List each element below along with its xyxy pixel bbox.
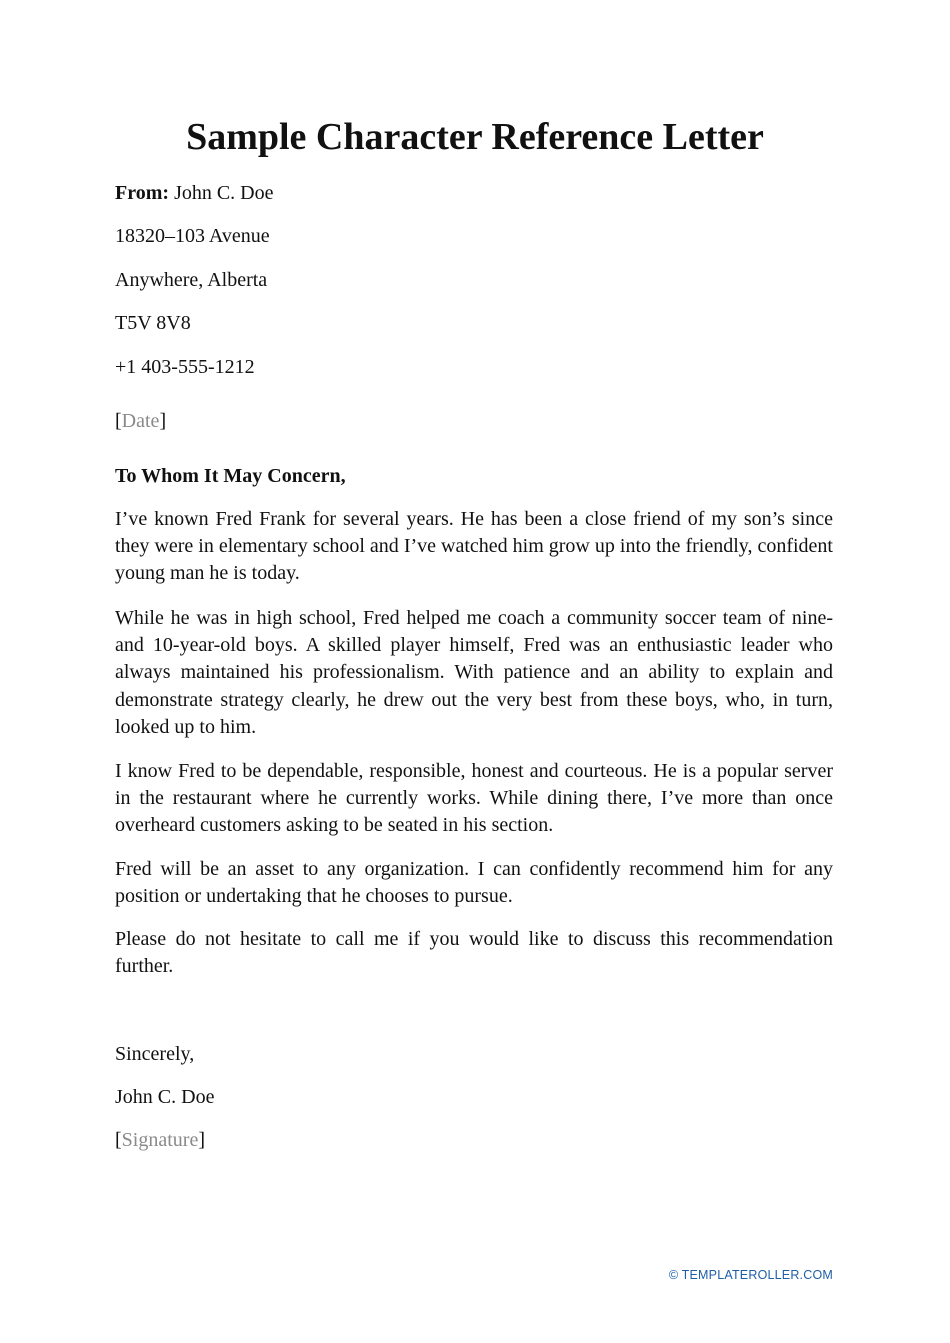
signer-name: John C. Doe [115, 1086, 215, 1108]
valediction: Sincerely, [115, 1043, 195, 1065]
body-paragraph-4: Fred will be an asset to any organization. I can confidently recommend him for any position or undertaking that he chooses to pursue. [115, 858, 833, 908]
body-paragraph-2: While he was in high school, Fred helped me coach a community soccer team of nine- and 10-year-old boys. A skilled player himself, Fred was an enthusiastic leader who always maintained his professionalism. With patience and an ability to explain and demonstrate strategy clearly, he drew out the very best from these boys, who, in turn, looked up to him. [115, 607, 833, 738]
body-paragraph-3: I know Fred to be dependable, responsible, honest and courteous. He is a popular server in the restaurant where he currently works. While dining there, I’ve more than once overheard customers asking to be seated in his section. [115, 760, 833, 837]
page-title: Sample Character Reference Letter [186, 116, 764, 158]
signature-close-bracket: ] [198, 1129, 205, 1151]
date-close-bracket: ] [159, 410, 167, 432]
date-placeholder: Date [121, 410, 160, 432]
body-paragraph-1: I’ve known Fred Frank for several years. He has been a close friend of my son’s since they were in elementary school and I’ve watched him grow up into the friendly, confident young man he is today. [115, 508, 833, 585]
date-field [115, 408, 166, 435]
body-paragraph-5: Please do not hesitate to call me if you would like to discuss this recommendation further. [115, 928, 833, 978]
signature-open-bracket: [ [115, 1129, 122, 1151]
from-line [115, 180, 274, 207]
sender-name: John C. Doe [174, 182, 274, 204]
sender-address-line2: Anywhere, Alberta [115, 269, 268, 291]
sender-phone: +1 403-555-1212 [115, 356, 255, 378]
salutation: To Whom It May Concern, [115, 465, 346, 487]
signature-placeholder: Signature [121, 1129, 199, 1151]
signature-field [115, 1127, 205, 1154]
sender-postal-code: T5V 8V8 [115, 312, 191, 334]
from-label: From: [115, 182, 170, 204]
footer-copyright-link[interactable]: © TEMPLATEROLLER.COM [668, 1268, 833, 1282]
sender-address-line1: 18320–103 Avenue [115, 225, 270, 247]
date-open-bracket: [ [115, 410, 122, 432]
